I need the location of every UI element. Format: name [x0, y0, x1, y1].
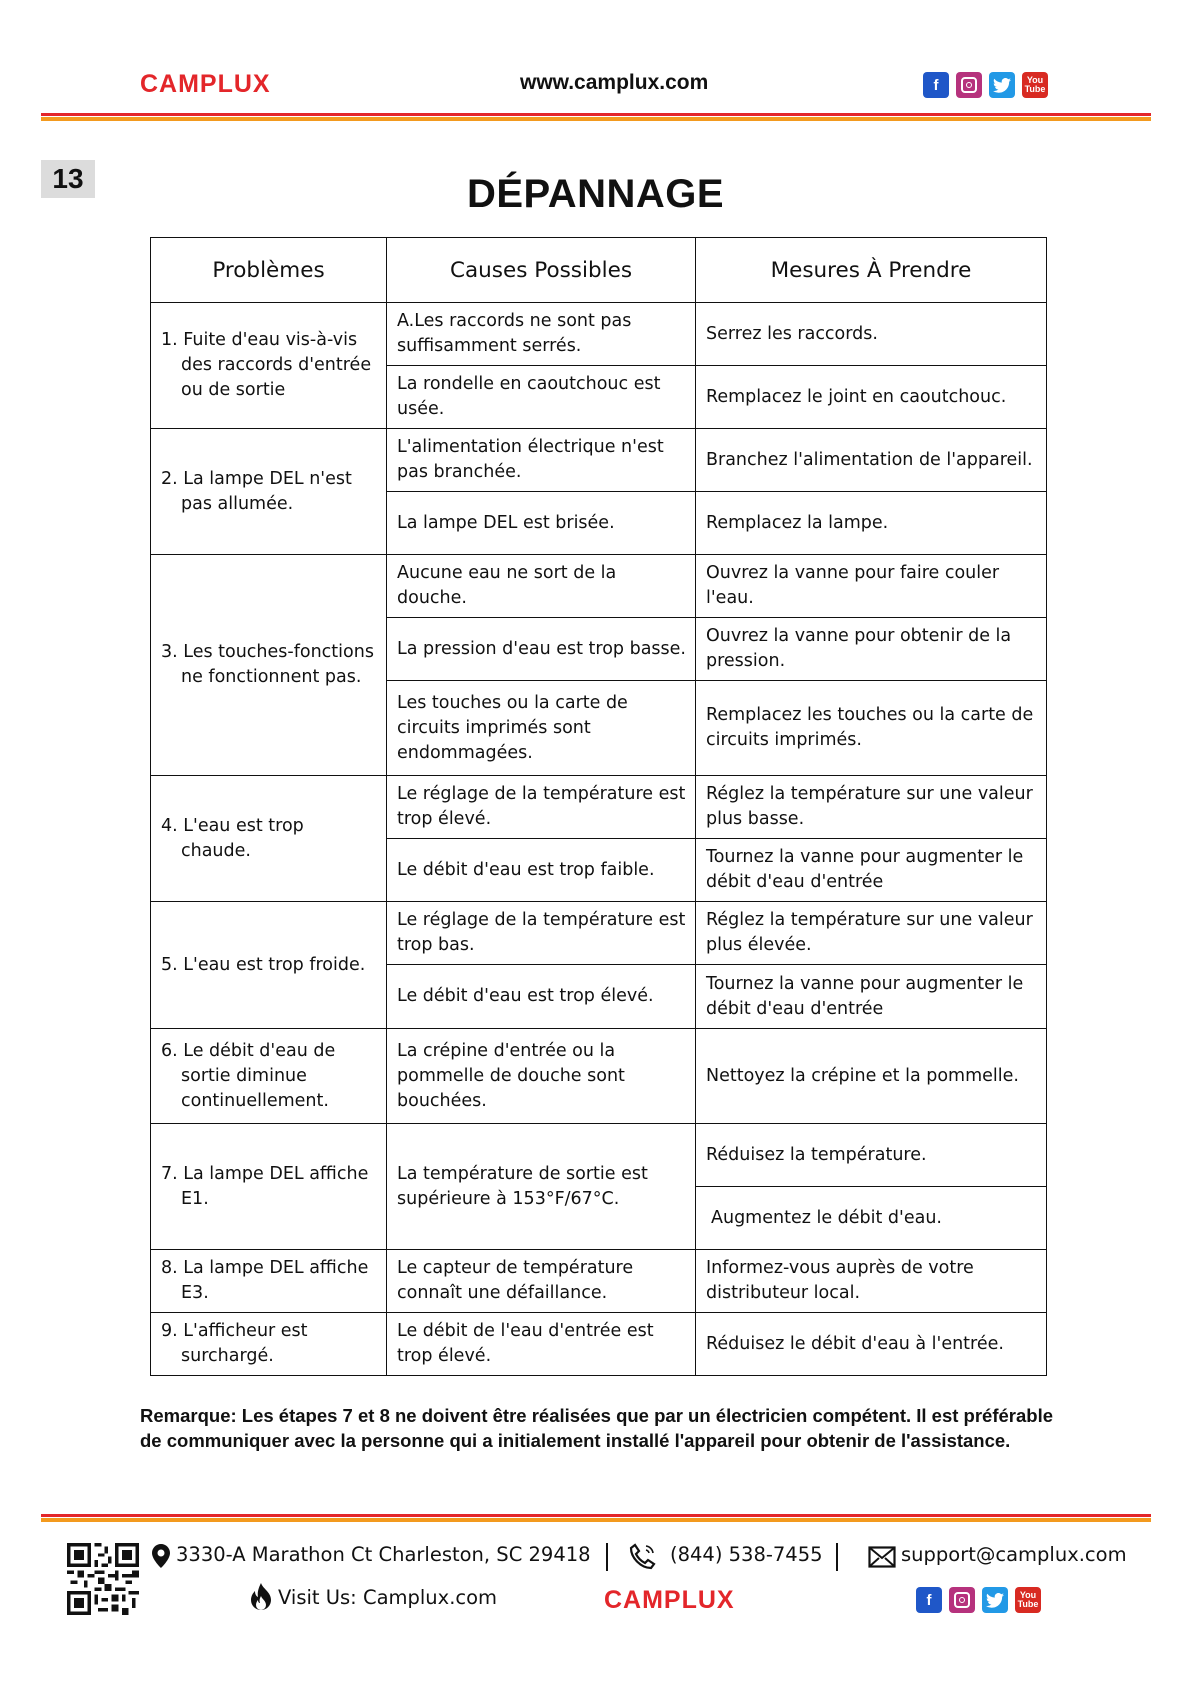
- footer-phone[interactable]: (844) 538-7455: [670, 1543, 823, 1566]
- instagram-icon[interactable]: [949, 1587, 975, 1613]
- action-cell: Remplacez le joint en caoutchouc.: [696, 366, 1047, 429]
- problem-text: 5. L'eau est trop froide.: [161, 954, 366, 975]
- cause-cell: Le réglage de la température est trop élevé.: [387, 776, 696, 839]
- flame-icon: [250, 1583, 272, 1611]
- footer-visit-link[interactable]: Visit Us: Camplux.com: [278, 1586, 498, 1609]
- footer-rule-red: [41, 1514, 1151, 1517]
- footer-social-icons: [916, 1587, 1041, 1613]
- problem-cell: [151, 776, 387, 902]
- youtube-icon[interactable]: You Tube: [1015, 1587, 1041, 1613]
- action-cell: Branchez l'alimentation de l'appareil.: [696, 429, 1047, 492]
- facebook-icon[interactable]: f: [923, 72, 949, 98]
- footer-email[interactable]: support@camplux.com: [901, 1543, 1127, 1566]
- action-cell: Réduisez le débit d'eau à l'entrée.: [696, 1313, 1047, 1376]
- column-header-actions: Mesures À Prendre: [696, 238, 1047, 303]
- footer-rule-orange: [41, 1518, 1151, 1522]
- column-header-causes: Causes Possibles: [387, 238, 696, 303]
- problem-text: 3. Les touches-fonctions ne fonctionnent pas.: [161, 642, 374, 687]
- footer-divider: [606, 1543, 608, 1571]
- problem-text: 4. L'eau est trop chaude.: [161, 815, 304, 861]
- cause-cell: Le capteur de température connaît une défaillance.: [387, 1250, 696, 1313]
- cause-cell: La rondelle en caoutchouc est usée.: [387, 366, 696, 429]
- phone-icon: [628, 1541, 658, 1571]
- cause-cell: La pression d'eau est trop basse.: [387, 618, 696, 681]
- problem-text: 8. La lampe DEL affiche E3.: [161, 1258, 369, 1303]
- action-cell: Ouvrez la vanne pour obtenir de la pression.: [696, 618, 1047, 681]
- action-cell: Remplacez les touches ou la carte de circuits imprimés.: [696, 681, 1047, 776]
- mail-icon: [868, 1546, 896, 1568]
- problem-cell: [151, 1250, 387, 1313]
- header-rule-red: [41, 113, 1151, 116]
- table-row: [151, 555, 1047, 618]
- page-title: DÉPANNAGE: [466, 172, 725, 216]
- action-cell: Remplacez la lampe.: [696, 492, 1047, 555]
- action-cell: Réglez la température sur une valeur plus basse.: [696, 776, 1047, 839]
- action-cell: Tournez la vanne pour augmenter le débit d'eau d'entrée: [696, 839, 1047, 902]
- cause-cell: La lampe DEL est brisée.: [387, 492, 696, 555]
- problem-cell: [151, 1313, 387, 1376]
- header-social-icons: [923, 72, 1048, 98]
- problem-cell: [151, 1029, 387, 1124]
- problem-text: 2. La lampe DEL n'est pas allumée.: [161, 468, 352, 514]
- youtube-icon[interactable]: You Tube: [1022, 72, 1048, 98]
- qr-code[interactable]: [67, 1543, 139, 1615]
- action-cell: Réglez la température sur une valeur plus élevée.: [696, 902, 1047, 965]
- cause-cell: La crépine d'entrée ou la pommelle de douche sont bouchées.: [387, 1029, 696, 1124]
- cause-cell: Le réglage de la température est trop bas.: [387, 902, 696, 965]
- footer-divider: [836, 1543, 838, 1571]
- cause-cell: Le débit d'eau est trop faible.: [387, 839, 696, 902]
- header-website-link[interactable]: www.camplux.com: [520, 71, 709, 94]
- twitter-icon[interactable]: [982, 1587, 1008, 1613]
- table-row: [151, 902, 1047, 965]
- page-number: 13: [41, 160, 95, 198]
- problem-text: 7. La lampe DEL affiche E1.: [161, 1163, 369, 1209]
- location-pin-icon: [152, 1544, 170, 1568]
- table-row: [151, 1313, 1047, 1376]
- action-cell: Informez-vous auprès de votre distributeur local.: [696, 1250, 1047, 1313]
- table-row: [151, 1124, 1047, 1187]
- footer-brand-logo: CAMPLUX: [604, 1586, 735, 1614]
- column-header-problems: Problèmes: [151, 238, 387, 303]
- instagram-icon[interactable]: [956, 72, 982, 98]
- cause-cell: A.Les raccords ne sont pas suffisamment serrés.: [387, 303, 696, 366]
- table-row: [151, 303, 1047, 366]
- problem-cell: [151, 1124, 387, 1250]
- action-cell: Tournez la vanne pour augmenter le débit d'eau d'entrée: [696, 965, 1047, 1029]
- remark-note: Remarque: Les étapes 7 et 8 ne doivent être réalisées que par un électricien compétent. Il est préférable de communiquer avec la personne qui a initialement installé l'appareil pour obtenir de l'assistance.: [140, 1405, 1054, 1451]
- table-row: [151, 1250, 1047, 1313]
- cause-cell: L'alimentation électrique n'est pas branchée.: [387, 429, 696, 492]
- problem-cell: [151, 555, 387, 776]
- problem-text: 9. L'afficheur est surchargé.: [161, 1321, 308, 1366]
- problem-cell: [151, 902, 387, 1029]
- cause-cell: Le débit d'eau est trop élevé.: [387, 965, 696, 1029]
- table-row: [151, 1029, 1047, 1124]
- problem-cell: [151, 429, 387, 555]
- footer-address: 3330-A Marathon Ct Charleston, SC 29418: [176, 1543, 591, 1566]
- table-row: [151, 776, 1047, 839]
- twitter-icon[interactable]: [989, 72, 1015, 98]
- action-cell: Ouvrez la vanne pour faire couler l'eau.: [696, 555, 1047, 618]
- action-cell: Réduisez la température.: [696, 1124, 1047, 1187]
- table-header-row: [151, 238, 1047, 303]
- header-rule-orange: [41, 117, 1151, 121]
- cause-cell: La température de sortie est supérieure à 153°F/67°C.: [387, 1124, 696, 1250]
- cause-cell: Le débit de l'eau d'entrée est trop élevé.: [387, 1313, 696, 1376]
- action-cell: Nettoyez la crépine et la pommelle.: [696, 1029, 1047, 1124]
- troubleshooting-table: [150, 237, 1047, 1376]
- cause-cell: Les touches ou la carte de circuits imprimés sont endommagées.: [387, 681, 696, 776]
- action-cell: Serrez les raccords.: [696, 303, 1047, 366]
- problem-text: 1. Fuite d'eau vis-à-vis des raccords d'entrée ou de sortie: [161, 330, 372, 400]
- problem-text: 6. Le débit d'eau de sortie diminue continuellement.: [161, 1040, 336, 1111]
- table-row: [151, 429, 1047, 492]
- problem-cell: [151, 303, 387, 429]
- action-cell: Augmentez le débit d'eau.: [696, 1187, 1047, 1250]
- header-brand-logo: CAMPLUX: [140, 70, 271, 98]
- cause-cell: Aucune eau ne sort de la douche.: [387, 555, 696, 618]
- facebook-icon[interactable]: f: [916, 1587, 942, 1613]
